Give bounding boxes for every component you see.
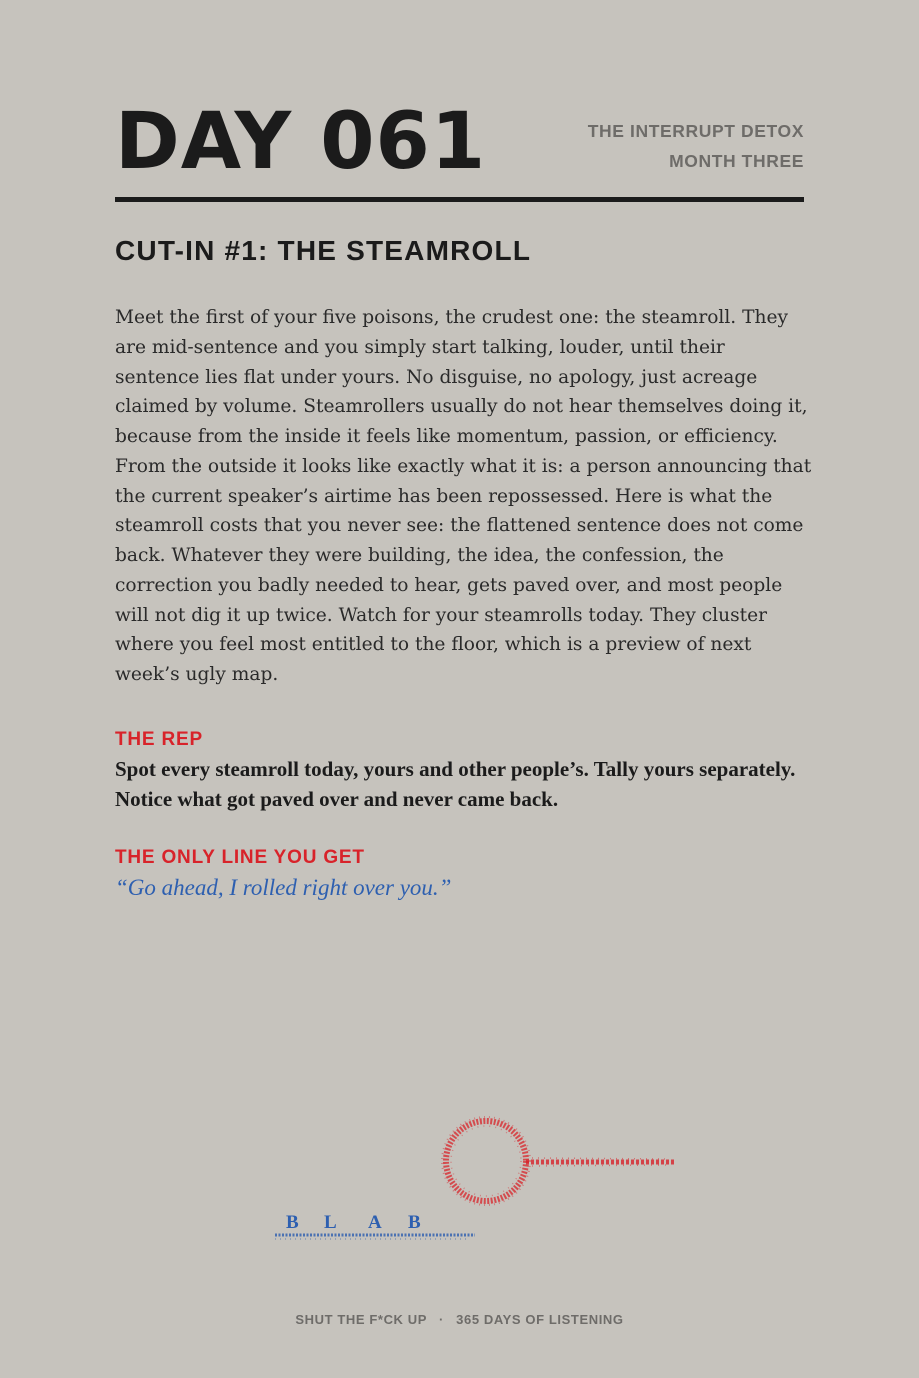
body-paragraph: Meet the first of your five poisons, the crudest one: the steamroll. They are mid-sentence and you simply start talking, louder, until their sentence lies flat under yours. No disguise, no apology, just acreage claimed by volume. Steamrollers usually do not hear themselves doing it, because from the inside it feels like momentum, passion, or efficiency. From the outside it looks like exactly what it is: a person announcing that the current speaker’s airtime has been repossessed. Here is what the steamroll costs that you never see: the flattened sentence does not come back. Whatever they were building, the idea, the confession, the correction you badly needed to hear, gets paved over, and most people will not dig it up twice. Watch for your steamrolls today. They cluster where you feel most entitled to the floor, which is a preview of next week’s ugly map. xyxy=(115,307,812,685)
section-title: CUT-IN #1: THE STEAMROLL xyxy=(115,235,532,266)
logo-letter: B xyxy=(408,1212,421,1233)
series-title: THE INTERRUPT DETOX xyxy=(587,121,804,141)
steamroll-line-icon xyxy=(526,1158,674,1166)
page-header xyxy=(115,97,804,200)
logo-letters xyxy=(286,1212,421,1233)
day-title: DAY 061 xyxy=(115,97,487,187)
footer xyxy=(0,1312,919,1327)
logo-underline xyxy=(275,1235,475,1239)
footer-separator: · xyxy=(439,1312,444,1327)
series-info xyxy=(588,116,804,176)
only-line-label: THE ONLY LINE YOU GET xyxy=(115,847,365,868)
rep-text: Spot every steamroll today, yours and other people’s. Tally yours separately. Notice what got paved over and never came back. xyxy=(115,757,796,811)
footer-subtitle: 365 DAYS OF LISTENING xyxy=(456,1312,624,1327)
header-rule xyxy=(115,197,804,202)
only-line-quote: “Go ahead, I rolled right over you.” xyxy=(115,875,452,900)
logo-letter: A xyxy=(368,1212,382,1233)
logo-letter: L xyxy=(324,1212,337,1233)
series-month: MONTH THREE xyxy=(669,151,804,171)
speech-circle-icon xyxy=(442,1117,530,1205)
rep-label: THE REP xyxy=(115,729,203,750)
blab-logo xyxy=(270,1100,690,1250)
blab-logo-mark xyxy=(270,1100,690,1250)
logo-letter: B xyxy=(286,1212,299,1233)
footer-title: SHUT THE F*CK UP xyxy=(295,1312,427,1327)
